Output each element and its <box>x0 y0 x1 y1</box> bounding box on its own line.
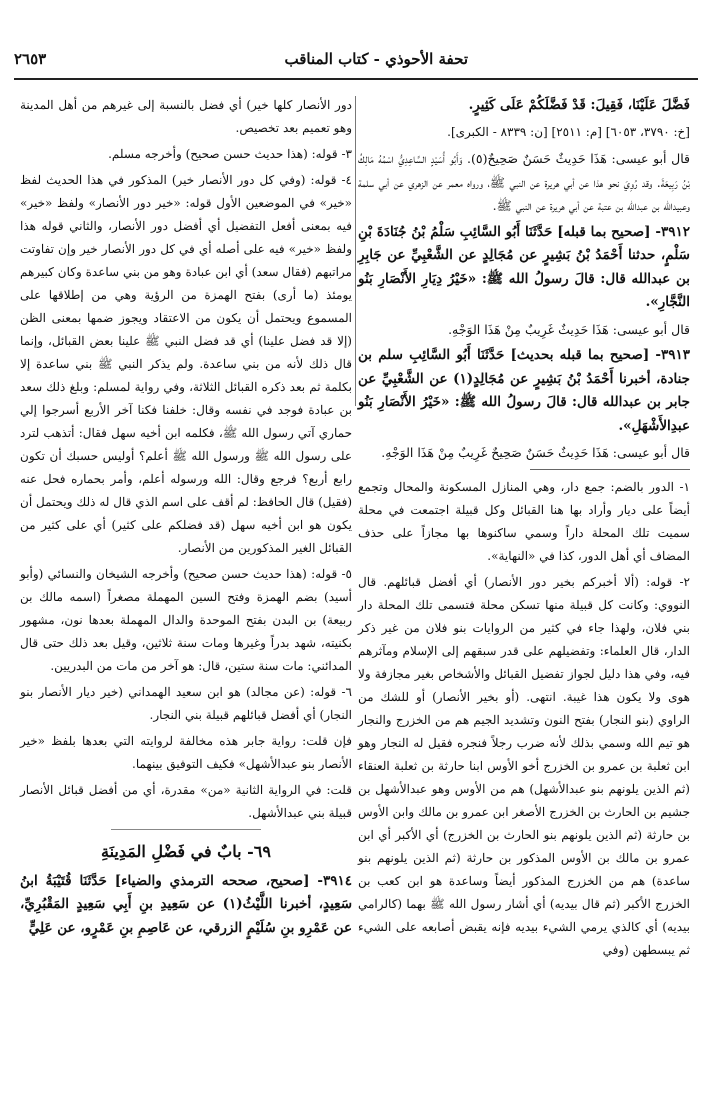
commentary-4: ٤- قوله: (وفي كل دور الأنصار خير) المذكور في هذا الحديث لفظ «خير» في الموضعين الأول قوله: «خير دور الأنصار» ولفظ «خير» فيه بمعنى أفعل التفضيل أي أفضل دور الأنصار، والثاني قوله هذا ولفظ «خير» فيه على أصله أي في كل دور الأنصار خير وإن تفاوتت مراتبهم (فقال سعد) أي ابن عبادة وهو من بني ساعدة وكان كبيرهم يومئذ (ما أرى) بفتح الهمزة من الرؤية وهي من إطلاقها على المسموع ويحتمل أن يكون من الاعتقاد ويجوز ضمها بمعنى الظن (إلا قد فضل علينا) أي قد فضل النبي ﷺ علينا بعض القبائل، وإنما قال ذلك لأنه من بني ساعدة. ولم يذكر النبي ﷺ بني ساعدة إلا بكلمة ثم بعد ذكره القبائل الثلاثة، وفي رواية لمسلم: وبلغ ذلك سعد بن عبادة فوجد في نفسه وقال: خلفنا فكنا آخر الأربع أسرجوا إلي حماري آتي رسول الله ﷺ، فكلمه ابن أخيه سهل فقال: أتذهب لترد على رسول الله ﷺ ورسول الله ﷺ أعلم؟ أوليس حسبك أن تكون رابع أربع؟ فرجع وقال: الله ورسوله أعلم، وأمر بحماره فحل عنه (فقيل) قال الحافظ: لم أقف على اسم الذي قال له ذلك ويحتمل أن يكون هو ابن أخيه سهل (قد فضلكم على كثير) أي على كثير من القبائل الغير المذكورين من الأنصار. <box>20 173 353 555</box>
commentary-6: ٦- قوله: (عن مجالد) هو ابن سعيد الهمداني (خير ديار الأنصار بنو النجار) أي أفضل قبائلهم قبيلة بني النجار. <box>20 685 352 722</box>
chapter-heading: ٦٩- بابٌ في فَضْلِ المَدِينَةِ <box>101 842 271 861</box>
hadith-reference: [خ: ٣٧٩٠، ٦٠٥٣] [م: ٢٥١١] [ن: ٨٣٣٩ - الكبرى]. <box>447 124 690 139</box>
running-header <box>14 44 698 74</box>
footnote-rule <box>530 469 690 470</box>
left-column <box>20 94 352 943</box>
section-separator <box>111 829 261 830</box>
footnote-1: ١- الدور بالضم: جمع دار، وهي المنازل المسكونة والمحال وتجمع أيضاً على ديار وأراد بها هنا القبائل وكل قبيلة اجتمعت في محلة سميت تلك المحلة داراً وسمي ساكنوها بها مجازاً على حذف المضاف أي أهل الدور، كذا في «النهاية». <box>358 479 690 563</box>
commentary-answer: قلت: في الرواية الثانية «من» مقدرة، أي من أفضل قبائل الأنصار قبيلة بني عبدالأشهل. <box>20 783 352 820</box>
column-divider <box>355 96 356 406</box>
hadith-3914: ٣٩١٤- [صحيح، صححه الترمذي والضياء] حَدَّثَنَا قُتَيْبَةُ ابنُ سَعِيدٍ، أخبرنا اللَّيْثُ(١) عن سَعِيدِ بنِ أَبِي سَعِيدٍ المَقْبُرِيِّ، عن عَمْرِو بنِ سُلَيْمٍ الزرقي، عن عَاصِمِ بنِ عَمْرٍو، عن عَلِيٍّ <box>20 872 352 936</box>
header-title: تحفة الأحوذي - كتاب المناقب <box>284 50 468 68</box>
page-number: ٢٦٥٣ <box>14 50 47 68</box>
footnote-2: ٢- قوله: (ألا أخبركم بخير دور الأنصار) أي أفضل قبائلهم. قال النووي: وكانت كل قبيلة منها تسكن محلة فتسمى تلك المحلة دار بني فلان، ولهذا جاء في كثير من الروايات بنو فلان من غير ذكر الدار، قال العلماء: وتفضيلهم على قدر سبقهم إلى الإسلام ومآثرهم فيه، وفي هذا دليل لجواز تفضيل القبائل والأشخاص بغير مجازفة ولا هوى ولا يكون هذا غيبة. انتهى. (أو بخير الأنصار) أو للشك من الراوي (بنو النجار) بفتح النون وتشديد الجيم هم من الخزرج والنجار هو تيم الله وسمي بذلك لأنه ضرب رجلاً فنجره فقيل له النجار وهو ابن ثعلبة بن عمرو بن الخزرج أخو الأوس ابنا حارثة بن ثعلبة العنقاء (ثم الذين يلونهم بنو عبدالأشهل) هم من الأوس وهو عبدالأشهل بن جشيم بن الحارث بن الخزرج الأصغر ابن عمرو بن مالك وابن الأوس بن حارثة (ثم الذين يلونهم بنو الحارث بن الخزرج) أي الأكبر أي ابن عمرو بن مالك بن الأوس المذكور بن حارثة (ثم الذين يلونهم بنو ساعدة) هم من الخزرج المذكور أيضاً وساعدة هو ابن كعب بن الخزرج الأكبر (ثم قال بيديه) أي أشار رسول الله ﷺ بهما (كالرامي بيديه) أي كالذي يرمي الشيء بيديه فإنه يقبض أصابعه على الشيء ثم يبسطهن (وفي <box>358 574 690 957</box>
right-column <box>358 94 690 965</box>
header-rule <box>14 78 698 80</box>
commentary-question: فإن قلت: رواية جابر هذه مخالفة لروايته التي بعدها بلفظ «خير الأنصار بنو عبدالأشهل» فكيف التوفيق بينهما. <box>20 734 352 771</box>
commentary-continuation: دور الأنصار كلها خير) أي فضل بالنسبة إلى غيرهم من أهل المدينة وهو تعميم بعد تخصيص. <box>20 98 352 135</box>
hadith-commentary: قال أبو عيسى: هَذَا حَدِيثٌ حَسَنٌ صَحِيحٌ(٥). وَأَبُو أُسَيْدٍ السَّاعِدِيُّ اسْمُهُ مَالِكُ بْنُ رَبِيعَةَ. وقد رُوِيَ نحو هذا عن أبي هريرة عن النبي ﷺ، ورواه معمر عن الزهري عن أبي سلمة وعبيدالله بن عبدالله بن عتبة عن أبي هريرة عن النبي ﷺ. <box>358 151 690 213</box>
hadith-3913: ٣٩١٣- [صحيح بما قبله بحديث] حَدَّثَنَا أَبُو السَّائِبِ سلم بن جنادة، أخبرنا أَحْمَدُ بْنُ بَشِيرٍ عن مُجَالِدٍ(١) عن الشَّعْبِيِّ عن جابر بن عبدالله قال: قالَ رسولُ الله ﷺ: «خَيْرُ الأَنْصَارِ بَنُو عبدِالأَشْهَلِ». <box>358 347 690 434</box>
hadith-3912-grading: قال أبو عيسى: هَذَا حَدِيثٌ غَرِيبٌ مِنْ هَذَا الوَجْهِ. <box>448 321 690 337</box>
commentary-5: ٥- قوله: (هذا حديث حسن صحيح) وأخرجه الشيخان والنسائي (وأبو أسيد) بضم الهمزة وفتح السين المهملة مصغراً (اسمه مالك بن ربيعة) بن البدن بفتح الموحدة والدال المهملة بعدها نون، مشهور بكنيته، شهد بدراً وغيرها ومات سنة ثلاثين، وقيل بعد ذلك حتى قال المدائني: مات سنة ستين، قال: هو آخر من مات من البدريين. <box>20 567 352 673</box>
commentary-3: ٣- قوله: (هذا حديث حسن صحيح) وأخرجه مسلم. <box>108 147 352 161</box>
hadith-3912: ٣٩١٢- [صحيح بما قبله] حَدَّثَنَا أَبُو السَّائِبِ سَلْمُ بْنُ جُنَادَةَ بْنِ سَلْمٍ، حدثنا أَحْمَدُ بْنُ بَشِيرٍ عن مُجَالِدٍ عن الشَّعْبِيِّ عن جَابِرِ بن عبدالله قال: قالَ رسولُ الله ﷺ: «خَيْرُ دِيَارِ الأَنْصَارِ بَنُو النَّجَّارِ». <box>358 223 690 310</box>
hadith-text: فَضَّلَ عَلَيْنَا، فَقِيلَ: قَدْ فَضَّلَكُمْ عَلَى كَثِيرٍ. <box>468 97 690 113</box>
hadith-3913-grading: قال أبو عيسى: هَذَا حَدِيثٌ حَسَنٌ صَحِيحٌ غَرِيبٌ مِنْ هَذَا الوَجْهِ. <box>381 445 690 460</box>
